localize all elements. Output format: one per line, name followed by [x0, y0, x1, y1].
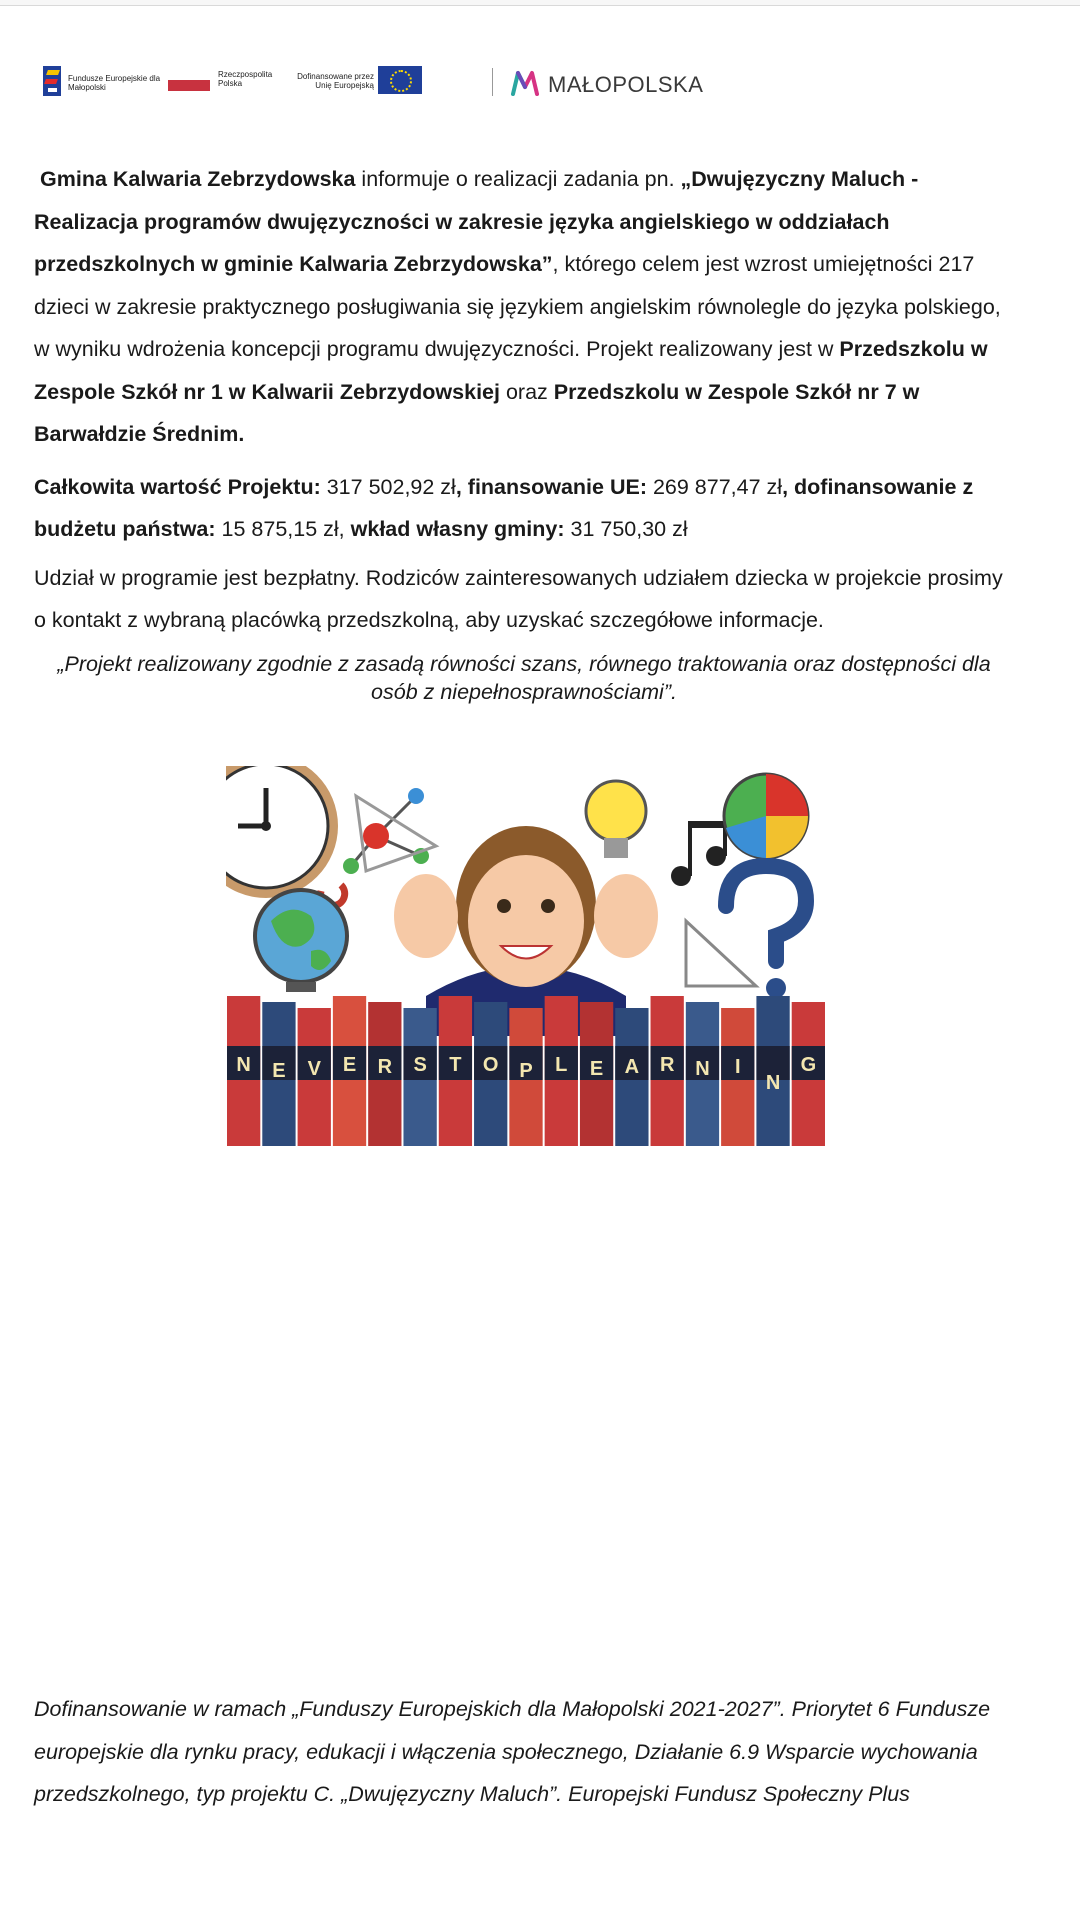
logo-rzeczpospolita: [168, 70, 278, 96]
book-letter: O: [482, 1054, 499, 1076]
logo-malopolska: [510, 66, 740, 98]
book-letter: N: [765, 1072, 781, 1094]
question-mark-icon: [726, 866, 806, 961]
total-value: 317 502,92 zł: [320, 474, 456, 499]
set-square-icon: [686, 921, 756, 986]
article-body: [34, 158, 1014, 706]
book-letter: E: [589, 1058, 604, 1080]
music-notes-icon: [671, 811, 727, 886]
molecule-icon: [343, 788, 436, 874]
logo-fundusze-europejskie: [40, 64, 160, 100]
polish-flag-icon: [168, 80, 210, 91]
project-title: „Dwujęzyczny Maluch - Realizacja programów dwujęzyczności w zakresie języka angielskiego w oddziałach przedszkolnych w gminie Kalwaria Zebrzydowska”: [34, 167, 919, 276]
never-stop-learning-illustration: [226, 766, 826, 1146]
book-letter: E: [342, 1054, 357, 1076]
malopolska-m-icon: [510, 70, 540, 96]
book-letter: G: [800, 1054, 817, 1076]
books-row: [227, 996, 825, 1146]
book-letter: I: [734, 1056, 741, 1078]
top-divider: [0, 0, 1080, 6]
pie-chart-icon: [724, 774, 808, 858]
clock-icon: [226, 766, 338, 898]
logo-rp-text: Rzeczpospolita Polska: [218, 70, 273, 88]
logo-bar: [40, 62, 740, 102]
book-letter: R: [659, 1054, 675, 1076]
equality-quote: „Projekt realizowany zgodnie z zasadą równości szans, równego traktowania oraz dostępności dla osób z niepełnosprawnościami”.: [57, 651, 991, 704]
book-letter: N: [695, 1058, 710, 1080]
logo-eu-text: Dofinansowane przez Unię Europejską: [297, 72, 374, 90]
eu-value: 269 877,47 zł: [646, 474, 783, 499]
eu-flag-icon: [378, 66, 422, 94]
illustration-svg: [226, 766, 826, 1146]
funding-footer: Dofinansowanie w ramach „Funduszy Europejskich dla Małopolski 2021-2027”. Priorytet 6 Fundusze europejskie dla rynku pracy, edukacji i włączenia społecznego, Działanie 6.9 Wsparcie wychowania przedszkolnego, typ projektu C. „Dwujęzyczny Maluch”. Europejski Fundusz Społeczny Plus: [34, 1697, 991, 1806]
state-value: 15 875,15 zł,: [215, 517, 351, 541]
logo-separator: [492, 68, 493, 96]
book-letter: P: [519, 1060, 533, 1082]
malopolska-text: MAŁOPOLSKA: [548, 72, 704, 97]
book-letter: V: [307, 1058, 321, 1080]
book-letter: A: [624, 1056, 640, 1078]
globe-icon: [255, 890, 347, 992]
logo-unia-europejska: [292, 66, 442, 98]
book-letter: T: [449, 1054, 462, 1076]
kindergarten-2: Przedszkolu w Zespole Szkół nr 7 w Barwałdzie Średnim.: [34, 379, 920, 446]
participation-paragraph: Udział w programie jest bezpłatny. Rodziców zainteresowanych udziałem dziecka w projekcie prosimy o kontakt z wybraną placówką przedszkolną, aby uzyskać szczegółowe informacje.: [34, 565, 1003, 632]
book-letter: E: [272, 1060, 286, 1082]
municipality-name: Gmina Kalwaria Zebrzydowska: [40, 167, 356, 191]
book-letter: L: [555, 1054, 568, 1076]
kindergarten-1: Przedszkolu w Zespole Szkół nr 1 w Kalwarii Zebrzydowskiej: [34, 337, 988, 404]
book-letter: N: [236, 1054, 251, 1076]
lightbulb-icon: [586, 781, 646, 858]
fe-star-icon: [43, 66, 61, 96]
book-letter: R: [377, 1056, 393, 1078]
intro-paragraph: Gmina Kalwaria Zebrzydowska informuje o realizacji zadania pn. „Dwujęzyczny Maluch - Realizacja programów dwujęzyczności w zakresie języka angielskiego w oddziałach przedszkolnych w gminie Kalwaria Zebrzydowska”, którego celem jest wzrost umiejętności 217 dzieci w zakresie praktycznego posługiwania się językiem angielskim równolegle do języka polskiego, w wyniku wdrożenia koncepcji programu dwujęzyczności. Projekt realizowany jest w Przedszkolu w Zespole Szkół nr 1 w Kalwarii Zebrzydowskiej oraz Przedszkolu w Zespole Szkół nr 7 w Barwałdzie Średnim.: [34, 167, 1001, 446]
logo-fe-text: Fundusze Europejskie dla Małopolski: [68, 74, 161, 92]
book-letter: S: [413, 1054, 427, 1076]
own-value: 31 750,30 zł: [564, 517, 688, 541]
funding-paragraph: Całkowita wartość Projektu: 317 502,92 zł, finansowanie UE: 269 877,47 zł, dofinansowanie z budżetu państwa: 15 875,15 zł, wkład własny gminy: 31 750,30 zł: [34, 474, 974, 541]
